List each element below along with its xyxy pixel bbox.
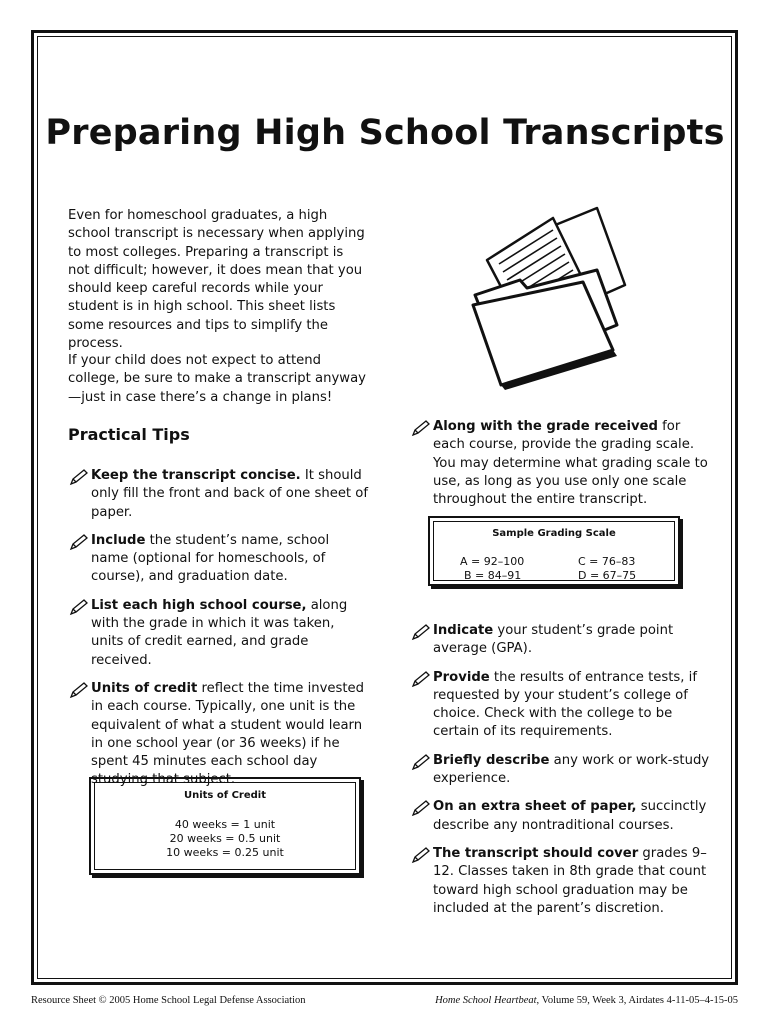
pencil-icon — [410, 623, 430, 641]
intro-paragraph-1: Even for homeschool graduates, a high school transcript is necessary when applying to most colleges. Preparing a transcript is not difficult; however, it does mean that you should keep careful records while your student is in high school. This sheet lists some resources and tips to simplify the process. — [68, 208, 365, 352]
tip-text: along with the grade in which it was taken, units of credit earned, and grade received. — [91, 597, 348, 668]
footer-program-name: Home School Heartbeat — [435, 995, 537, 1006]
grade-a: A = 92–100 — [460, 555, 525, 568]
tip-text: for each course, provide the grading scale. You may determine what grading scale to use, as long as you use only one scale throughout the entire transcript. — [433, 419, 708, 508]
list-item — [68, 467, 368, 522]
list-item — [410, 669, 710, 742]
right-tips-list — [410, 622, 710, 918]
footer-copyright: Resource Sheet © 2005 Home School Legal Defense Association — [31, 995, 306, 1006]
practical-tips-heading: Practical Tips — [68, 425, 190, 444]
units-box-title: Units of Credit — [183, 790, 266, 801]
grade-d: D = 67–75 — [578, 569, 637, 582]
pencil-icon — [68, 533, 88, 551]
tip-text: grades 9–12. Classes taken in 8th grade that count toward high school graduation may be included at the parent’s discretion. — [433, 845, 707, 916]
list-item — [410, 752, 710, 789]
tip-bold: Include — [91, 532, 146, 548]
tip-bold: List each high school course, — [91, 597, 307, 613]
left-tips-list — [68, 467, 368, 790]
pencil-icon — [68, 598, 88, 616]
list-item — [68, 680, 368, 790]
tip-text: your student’s grade point average (GPA). — [433, 623, 674, 657]
list-item — [410, 418, 710, 509]
tip-bold: On an extra sheet of paper, — [433, 799, 637, 815]
tip-text: the results of entrance tests, if requested by your student’s college of choice. Check with the college to be certain of its requirements. — [433, 669, 697, 740]
tip-bold: Briefly describe — [433, 752, 550, 768]
units-line: 40 weeks = 1 unit — [174, 818, 276, 831]
grading-scale-box — [428, 516, 680, 586]
pencil-icon — [410, 799, 430, 817]
tip-text: succinctly describe any nontraditional courses. — [433, 799, 707, 833]
list-item — [68, 597, 368, 670]
footer-airdates — [435, 995, 738, 1006]
tip-bold: Provide — [433, 669, 490, 685]
pencil-icon — [410, 670, 430, 688]
pencil-icon — [68, 468, 88, 486]
list-item — [410, 622, 710, 659]
units-line: 10 weeks = 0.25 unit — [166, 846, 284, 859]
footer-volume-info: , Volume 59, Week 3, Airdates 4-11-05–4-15-05 — [536, 995, 738, 1006]
tip-bold: Along with the grade received — [433, 419, 658, 434]
tip-bold: Keep the transcript concise. — [91, 468, 301, 483]
folder-with-papers-icon — [465, 200, 630, 390]
grade-c: C = 76–83 — [578, 555, 636, 568]
intro-paragraph-2: If your child does not expect to attend college, be sure to make a transcript anyway—just in case there’s a change in plans! — [68, 353, 366, 405]
tip-text: reflect the time invested in each course. Typically, one unit is the equivalent of what a student would learn in one school year (or 36 weeks) if he spent 45 minutes each school day studying that subject. — [91, 680, 365, 788]
grading-box-title: Sample Grading Scale — [492, 528, 616, 539]
tip-text: any work or work-study experience. — [433, 752, 710, 787]
tip-text: It should only fill the front and back of one sheet of paper. — [91, 468, 369, 520]
tip-bold: Units of credit — [91, 680, 198, 696]
units-line: 20 weeks = 0.5 unit — [169, 832, 281, 845]
tip-bold: Indicate — [433, 623, 494, 638]
tip-bold: The transcript should cover — [433, 845, 639, 861]
pencil-icon — [410, 419, 430, 437]
list-item — [410, 798, 710, 835]
pencil-icon — [410, 753, 430, 771]
tip-text: the student’s name, school name (optional for homeschools, of course), and graduation date. — [91, 532, 330, 585]
units-of-credit-box — [89, 777, 361, 875]
grade-b: B = 84–91 — [464, 569, 522, 582]
right-tip-top — [410, 418, 710, 509]
pencil-icon — [68, 681, 88, 699]
pencil-icon — [410, 846, 430, 864]
list-item — [68, 532, 368, 587]
list-item — [410, 845, 710, 918]
page-title: Preparing High School Transcripts — [45, 113, 725, 153]
